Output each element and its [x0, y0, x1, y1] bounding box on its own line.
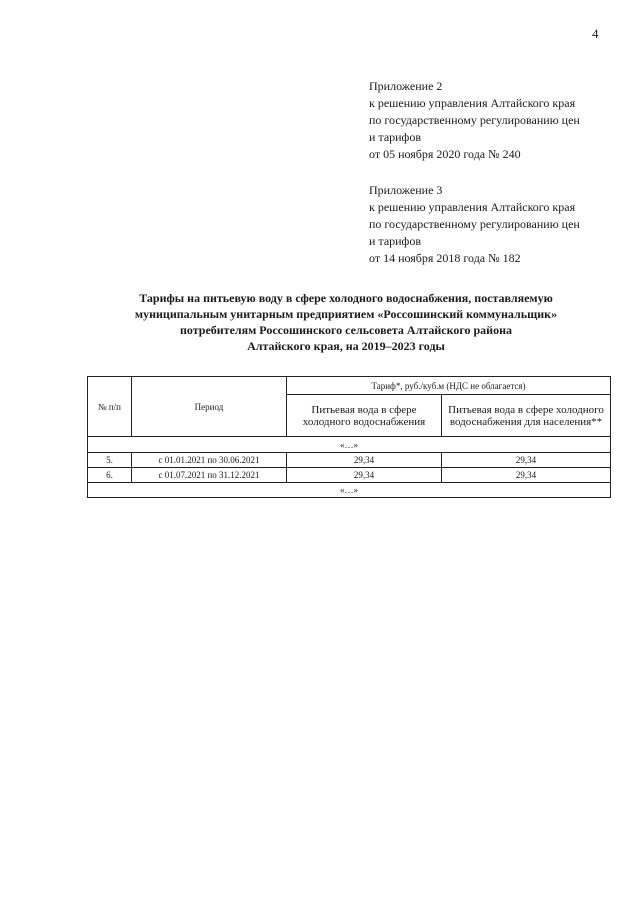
annex-3-block: [369, 182, 580, 267]
title-line: потребителям Россошинского сельсовета Алтайского района: [179, 323, 513, 337]
page-number: 4: [592, 26, 599, 41]
row-num: 6.: [88, 468, 132, 483]
row-value-b: 29,34: [442, 453, 611, 468]
table-header-row: [88, 377, 611, 395]
ellipsis-row: [88, 437, 611, 453]
annex-3-line: от 14 ноября 2018 года № 182: [369, 251, 521, 265]
document-title: [90, 290, 602, 354]
header-col-b: Питьевая вода в сфере холодного водоснабжения для населения**: [442, 395, 611, 437]
tariff-table: [87, 376, 611, 498]
table-row: [88, 468, 611, 483]
annex-3-line: по государственному регулированию цен: [369, 217, 580, 231]
row-value-b: 29,34: [442, 468, 611, 483]
ellipsis-bottom: «…»: [88, 483, 611, 498]
row-period: с 01.01.2021 по 30.06.2021: [132, 453, 287, 468]
annex-3-line: Приложение 3: [369, 183, 443, 197]
row-value-a: 29,34: [287, 468, 442, 483]
header-period: Период: [132, 377, 287, 437]
annex-3-line: и тарифов: [369, 234, 422, 248]
row-num: 5.: [88, 453, 132, 468]
annex-2-line: от 05 ноября 2020 года № 240: [369, 147, 521, 161]
row-period: с 01.07.2021 по 31.12.2021: [132, 468, 287, 483]
header-col-a: Питьевая вода в сфере холодного водоснабжения: [287, 395, 442, 437]
annex-2-block: [369, 78, 580, 163]
header-num: № п/п: [88, 377, 132, 437]
table-row: [88, 453, 611, 468]
annex-3-line: к решению управления Алтайского края: [369, 200, 576, 214]
ellipsis-top: «…»: [88, 437, 611, 453]
title-line: Алтайского края, на 2019–2023 годы: [247, 339, 445, 353]
annex-2-line: Приложение 2: [369, 79, 443, 93]
annex-2-line: к решению управления Алтайского края: [369, 96, 576, 110]
annex-2-line: по государственному регулированию цен: [369, 113, 580, 127]
ellipsis-row: [88, 483, 611, 498]
title-line: Тарифы на питьевую воду в сфере холодного водоснабжения, поставляемую: [139, 291, 553, 305]
annex-2-line: и тарифов: [369, 130, 422, 144]
header-tariff: Тариф*, руб./куб.м (НДС не облагается): [287, 377, 611, 395]
title-line: муниципальным унитарным предприятием «Россошинский коммунальщик»: [134, 307, 558, 321]
row-value-a: 29,34: [287, 453, 442, 468]
